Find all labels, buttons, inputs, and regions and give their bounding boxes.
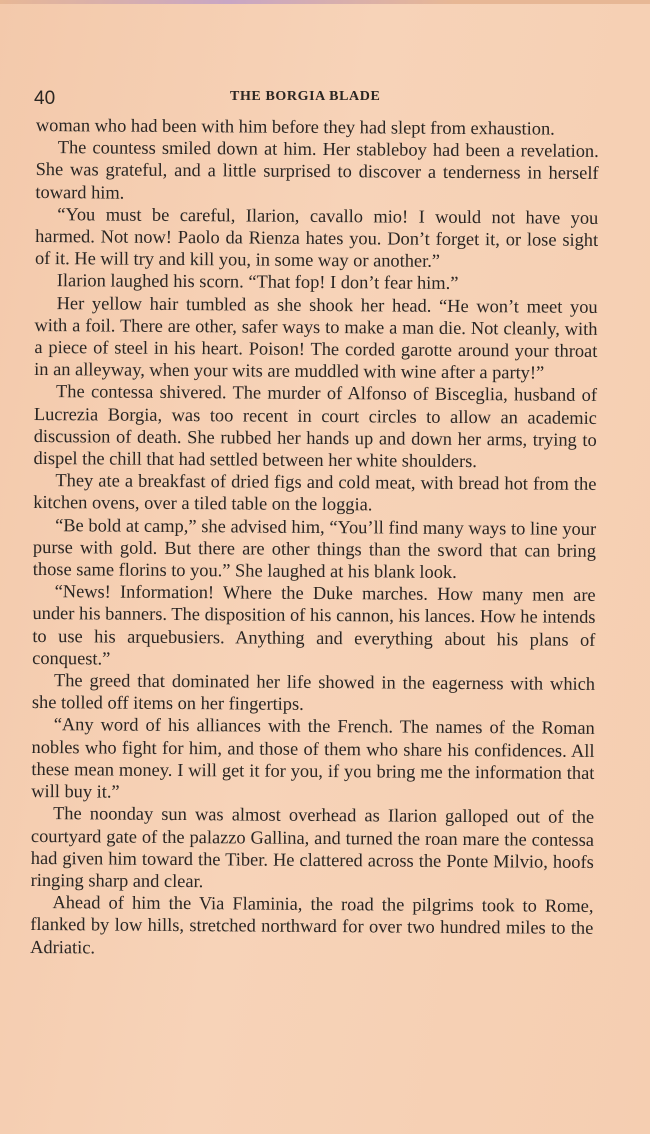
paragraph: woman who had been with him before they had slept from exhaustion.: [35, 114, 555, 139]
paragraph: The noonday sun was almost overhead as Ilarion galloped out of the courtyard gate of the palazzo Gallina, and turned the roan mare the contessa had given him toward the Tiber. He clattered across the Ponte Milvio, hoofs ringing sharp and clear.: [30, 803, 595, 892]
paragraph: Her yellow hair tumbled as she shook her head. “He won’t meet you with a foil. There are other, safer ways to make a man die. Not cleanly, with a piece of steel in his heart. Poison! The corded garotte around your throat in an alleyway, when your wits are muddled with wine after a party!”: [34, 292, 598, 383]
paragraph: Ilarion laughed his scorn. “That fop! I don’t fear him.”: [56, 270, 459, 294]
paragraph: “News! Information! Where the Duke marches. How many men are under his banners. The disposition of his cannon, his lances. How he intends to use his arquebusiers. Anything and everything about his plans of conquest.”: [32, 581, 596, 669]
page-number: 40: [34, 88, 56, 109]
paragraph: “Any word of his alliances with the French. The names of the Roman nobles who fight for him, and those of them who share his confidences. All these mean money. I will get it for you, if you bring me the information that will buy it.”: [31, 714, 595, 802]
paragraph: They ate a breakfast of dried figs and cold meat, with bread hot from the kitchen ovens, over a tiled table on the loggia.: [33, 470, 597, 515]
paragraph: “Be bold at camp,” she advised him, “You’ll find many ways to line your purse with gold. But there are other things than the sword that can bring those same florins to you.” She laughed at his blank look.: [32, 514, 597, 583]
paragraph: The greed that dominated her life showed in the eagerness with which she tolled off items on her fingertips.: [31, 670, 596, 715]
page-header: [34, 86, 604, 110]
running-head: THE BORGIA BLADE: [230, 89, 381, 104]
body-text: [30, 114, 599, 962]
paragraph: The countess smiled down at him. Her stableboy had been a revelation. She was grateful, and a little surprised to discover a tenderness in herself toward him.: [35, 137, 599, 203]
page-top-edge: [0, 0, 650, 4]
paragraph: Ahead of him the Via Flaminia, the road the pilgrims took to Rome, flanked by low hills, stretched northward for over two hundred miles to the Adriatic.: [30, 892, 594, 957]
paragraph: “You must be careful, Ilarion, cavallo mio! I would not have you harmed. Not now! Paolo da Rienza hates you. Don’t forget it, or lose sight of it. He will try and kill you, in some way or another.”: [34, 203, 599, 272]
paragraph: The contessa shivered. The murder of Alfonso of Bisceglia, husband of Lucrezia Borgia, was too recent in court circles to allow an academic discussion of death. She rubbed her hands up and down her arms, trying to dispel the chill that had settled between her white shoulders.: [33, 381, 598, 472]
